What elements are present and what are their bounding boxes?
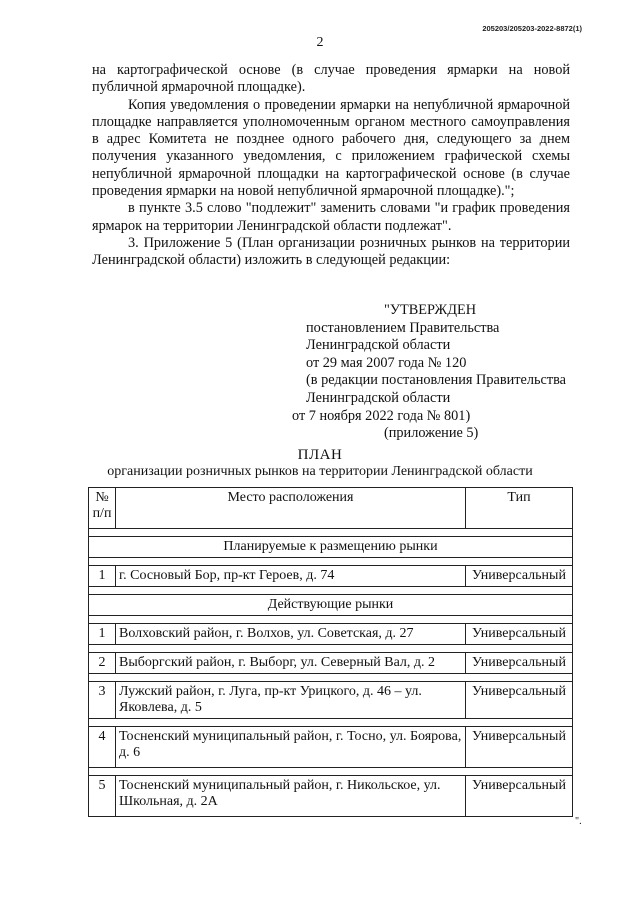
- row-num: 1: [89, 624, 116, 645]
- row-location: г. Сосновый Бор, пр-кт Героев, д. 74: [116, 566, 466, 587]
- row-type: Универсальный: [466, 727, 573, 768]
- document-id: 205203/205203-2022-8872(1): [482, 24, 582, 33]
- table-header-row: [89, 488, 573, 529]
- approval-line: от 7 ноября 2022 года № 801): [292, 407, 471, 424]
- approval-stamp: [292, 302, 606, 443]
- paragraph: Копия уведомления о проведении ярмарки на непубличной ярмарочной площадке направляется уполномоченным органом местного самоуправления в адрес Комитета не позднее одного рабочего дня, следующего за днем получения указанного уведомления, с приложением графической схемы непубличной ярмарочной площадки на картографической основе (в случае проведения ярмарки на новой непубличной ярмарочной площадке).";: [92, 96, 570, 200]
- row-num: 3: [89, 682, 116, 719]
- approval-line: постановлением Правительства: [306, 319, 500, 336]
- row-num: 4: [89, 727, 116, 768]
- row-type: Универсальный: [466, 653, 573, 674]
- row-type: Универсальный: [466, 566, 573, 587]
- row-num: 2: [89, 653, 116, 674]
- row-type: Универсальный: [466, 776, 573, 817]
- paragraph: 3. Приложение 5 (План организации розничных рынков на территории Ленинградской области) изложить в следующей редакции:: [92, 234, 570, 269]
- row-location: Выборгский район, г. Выборг, ул. Северный Вал, д. 2: [116, 653, 466, 674]
- table-row: [89, 727, 573, 768]
- body-text: [92, 62, 570, 270]
- paragraph: на картографической основе (в случае проведения ярмарки на новой публичной ярмарочной площадке).: [92, 62, 570, 96]
- table-row: [89, 653, 573, 674]
- plan-title: ПЛАН: [297, 447, 343, 463]
- approval-line: от 29 мая 2007 года № 120: [306, 354, 467, 371]
- section-row: [89, 537, 573, 558]
- page-number: 2: [316, 35, 324, 50]
- table-row: [89, 776, 573, 817]
- header-num: № п/п: [89, 488, 116, 529]
- row-location: Лужский район, г. Луга, пр-кт Урицкого, д. 46 – ул. Яковлева, д. 5: [116, 682, 466, 719]
- header-type: Тип: [466, 488, 573, 529]
- approval-line: Ленинградской области: [306, 389, 451, 406]
- section-title: Планируемые к размещению рынки: [89, 537, 573, 558]
- closing-quote-mark: ".: [575, 816, 582, 827]
- header-location: Место расположения: [116, 488, 466, 529]
- table-row: [89, 566, 573, 587]
- table-row: [89, 624, 573, 645]
- row-num: 1: [89, 566, 116, 587]
- row-location: Волховский район, г. Волхов, ул. Советская, д. 27: [116, 624, 466, 645]
- approval-line: (в редакции постановления Правительства: [306, 372, 567, 389]
- row-location: Тосненский муниципальный район, г. Тосно, ул. Боярова, д. 6: [116, 727, 466, 768]
- paragraph: в пункте 3.5 слово "подлежит" заменить словами "и график проведения ярмарок на территории Ленинградской области подлежат".: [92, 200, 570, 234]
- row-num: 5: [89, 776, 116, 817]
- section-title: Действующие рынки: [89, 595, 573, 616]
- markets-table: [88, 487, 573, 817]
- row-type: Универсальный: [466, 682, 573, 719]
- row-location: Тосненский муниципальный район, г. Никольское, ул. Школьная, д. 2А: [116, 776, 466, 817]
- approval-line: "УТВЕРЖДЕН: [384, 302, 477, 318]
- plan-subtitle: организации розничных рынков на территории Ленинградской области: [107, 464, 533, 479]
- row-type: Универсальный: [466, 624, 573, 645]
- section-row: [89, 595, 573, 616]
- table-row: [89, 682, 573, 719]
- approval-line: Ленинградской области: [306, 337, 451, 354]
- approval-line: (приложение 5): [384, 425, 479, 442]
